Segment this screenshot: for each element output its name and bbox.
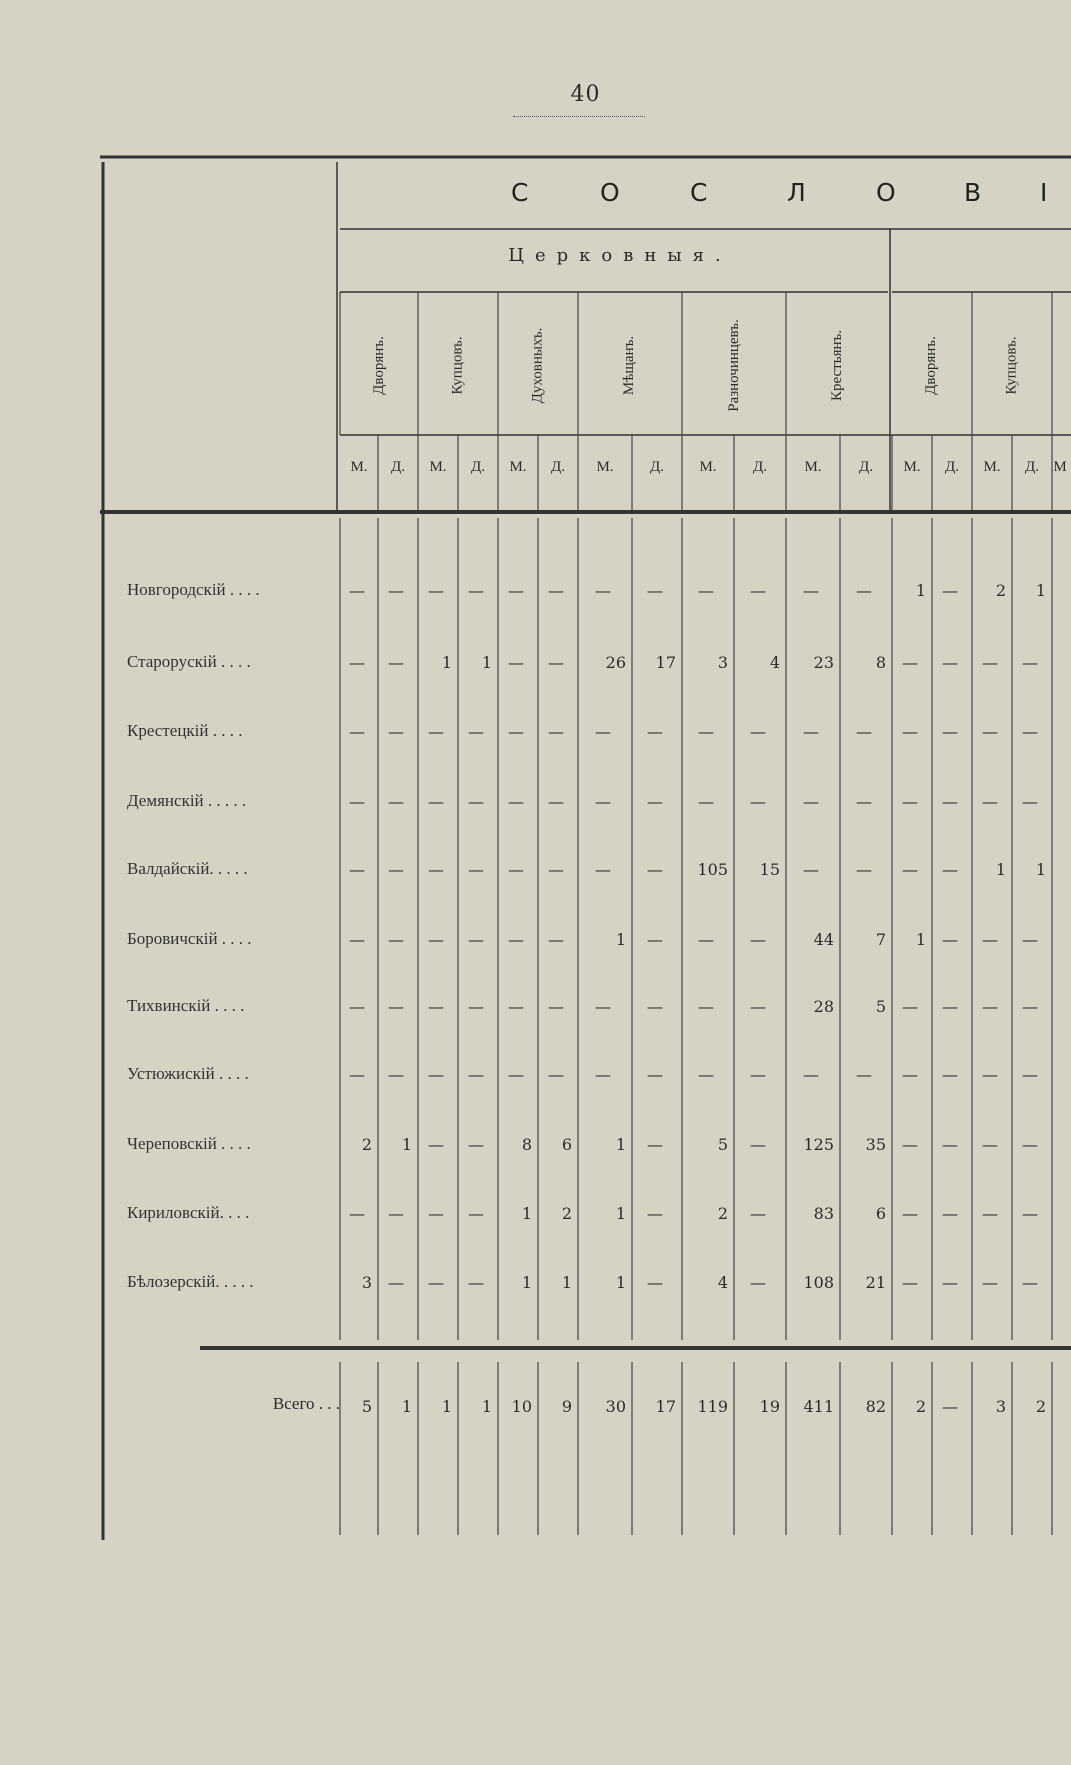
table-cell-empty: —: [349, 792, 365, 811]
column-group-label: Купцовъ.: [449, 335, 466, 395]
table-cell: 44: [813, 930, 834, 949]
table-cell-empty: —: [942, 997, 958, 1016]
table-cell: 1: [481, 653, 492, 672]
table-cell-empty: —: [982, 1204, 998, 1223]
table-cell-empty: —: [750, 997, 766, 1016]
table-cell-empty: —: [902, 1204, 918, 1223]
table-cell: 17: [655, 653, 676, 672]
table-cell: 105: [697, 860, 728, 879]
table-cell-empty: —: [468, 1204, 484, 1223]
table-cell-empty: —: [982, 1273, 998, 1292]
female-label: Д.: [551, 459, 565, 475]
table-cell: 108: [803, 1273, 834, 1292]
column-group-label: Разночинцевъ.: [725, 318, 742, 412]
table-cell-empty: —: [942, 1273, 958, 1292]
table-cell: 1: [441, 653, 452, 672]
table-cell-empty: —: [595, 581, 611, 600]
table-cell-empty: —: [750, 722, 766, 741]
table-cell: 3: [995, 1397, 1006, 1416]
table-cell: 6: [875, 1204, 886, 1223]
district-name: Старорускій . . . .: [127, 652, 251, 671]
female-label: Д.: [945, 459, 959, 475]
table-cell-empty: —: [428, 1135, 444, 1154]
table-cell: 3: [361, 1273, 372, 1292]
table-cell-empty: —: [428, 997, 444, 1016]
table-cell-empty: —: [902, 653, 918, 672]
table-cell-empty: —: [902, 792, 918, 811]
female-label: Д.: [471, 459, 485, 475]
table-cell-empty: —: [942, 1135, 958, 1154]
male-label: М.: [983, 459, 1001, 475]
table-cell-empty: —: [647, 792, 663, 811]
table-cell-empty: —: [750, 792, 766, 811]
table-cell-empty: —: [595, 997, 611, 1016]
table-cell: 5: [361, 1397, 372, 1416]
table-cell-empty: —: [982, 653, 998, 672]
table-cell: 1: [915, 930, 926, 949]
table-cell: 1: [401, 1397, 412, 1416]
title-letter: О: [876, 178, 896, 207]
totals-label: Всего . . .: [272, 1394, 340, 1413]
table-cell-empty: —: [508, 581, 524, 600]
table-cell-empty: —: [548, 653, 564, 672]
table-cell-empty: —: [803, 792, 819, 811]
table-cell-empty: —: [750, 1204, 766, 1223]
table-cell-empty: —: [942, 792, 958, 811]
table-cell: 1: [401, 1135, 412, 1154]
district-name: Череповскій . . . .: [127, 1134, 251, 1153]
table-cell-empty: —: [388, 581, 404, 600]
column-group-label: Дворянъ.: [370, 335, 387, 395]
table-cell-empty: —: [428, 860, 444, 879]
female-label: Д.: [391, 459, 405, 475]
table-cell-empty: —: [388, 930, 404, 949]
table-cell-empty: —: [428, 1204, 444, 1223]
table-cell-empty: —: [548, 581, 564, 600]
table-cell-empty: —: [388, 722, 404, 741]
table-cell-empty: —: [698, 997, 714, 1016]
table-cell-empty: —: [982, 1135, 998, 1154]
table-cell-empty: —: [349, 581, 365, 600]
table-cell-empty: —: [428, 792, 444, 811]
table-cell-empty: —: [388, 1065, 404, 1084]
table-cell: 83: [813, 1204, 834, 1223]
male-label: М.: [699, 459, 717, 475]
page-number: 40: [570, 82, 601, 107]
table-cell-empty: —: [508, 653, 524, 672]
title-letter: С: [690, 178, 708, 207]
table-cell-empty: —: [468, 722, 484, 741]
table-cell: 1: [1035, 581, 1046, 600]
table-cell-empty: —: [647, 1065, 663, 1084]
table-cell: 2: [561, 1204, 572, 1223]
table-cell: 8: [521, 1135, 532, 1154]
table-cell: 125: [803, 1135, 834, 1154]
table-cell-empty: —: [982, 722, 998, 741]
title-letter: І: [1040, 178, 1048, 207]
table-cell: 6: [561, 1135, 572, 1154]
table-cell: 5: [875, 997, 886, 1016]
table-cell-empty: —: [902, 860, 918, 879]
table-cell-empty: —: [595, 792, 611, 811]
table-cell-empty: —: [508, 930, 524, 949]
table-cell-empty: —: [647, 581, 663, 600]
female-label: Д.: [859, 459, 873, 475]
title-letter: О: [600, 178, 620, 207]
table-cell-empty: —: [698, 1065, 714, 1084]
table-cell-empty: —: [468, 997, 484, 1016]
table-cell-empty: —: [803, 860, 819, 879]
table-cell: 2: [915, 1397, 926, 1416]
district-name: Новгородскій . . . .: [127, 580, 260, 599]
column-group-label: Дворянъ.: [922, 335, 939, 395]
table-cell-empty: —: [750, 1065, 766, 1084]
female-label: Д.: [650, 459, 664, 475]
title-letter: С: [511, 178, 529, 207]
table-cell-empty: —: [647, 1135, 663, 1154]
table-cell-empty: —: [508, 1065, 524, 1084]
table-cell-empty: —: [982, 792, 998, 811]
district-name: Тихвинскій . . . .: [127, 996, 245, 1015]
table-cell: 1: [521, 1204, 532, 1223]
table-cell: 1: [481, 1397, 492, 1416]
table-cell-empty: —: [428, 722, 444, 741]
male-label-partial: М: [1053, 459, 1067, 475]
table-cell-empty: —: [803, 581, 819, 600]
table-cell-empty: —: [349, 722, 365, 741]
title-letter: Л: [787, 178, 806, 207]
table-cell-empty: —: [942, 722, 958, 741]
table-cell-empty: —: [468, 792, 484, 811]
table-cell: 1: [615, 1204, 626, 1223]
table-cell-empty: —: [942, 1204, 958, 1223]
table-cell-empty: —: [388, 1273, 404, 1292]
table-cell-empty: —: [902, 722, 918, 741]
table-cell: 28: [813, 997, 834, 1016]
table-cell-empty: —: [468, 930, 484, 949]
table-cell-empty: —: [548, 997, 564, 1016]
table-cell-empty: —: [1022, 653, 1038, 672]
district-name: Демянскій . . . . .: [127, 791, 247, 810]
male-label: М.: [429, 459, 447, 475]
table-cell-empty: —: [548, 860, 564, 879]
table-cell: 1: [615, 930, 626, 949]
table-cell-empty: —: [647, 860, 663, 879]
table-cell: 1: [615, 1135, 626, 1154]
table-cell-empty: —: [428, 581, 444, 600]
district-name: Боровичскій . . . .: [127, 929, 252, 948]
table-cell-empty: —: [548, 792, 564, 811]
table-cell-empty: —: [1022, 1273, 1038, 1292]
title-letter: В: [964, 178, 982, 207]
table-cell-empty: —: [428, 1273, 444, 1292]
table-cell-empty: —: [548, 1065, 564, 1084]
male-label: М.: [350, 459, 368, 475]
table-cell-empty: —: [428, 1065, 444, 1084]
male-label: М.: [596, 459, 614, 475]
table-cell-empty: —: [595, 860, 611, 879]
table-cell: 2: [361, 1135, 372, 1154]
table-cell-empty: —: [982, 997, 998, 1016]
table-cell: 1: [915, 581, 926, 600]
table-cell-empty: —: [942, 1065, 958, 1084]
table-cell: 23: [813, 653, 834, 672]
table-cell: 9: [561, 1397, 572, 1416]
table-cell-empty: —: [856, 1065, 872, 1084]
table-cell-empty: —: [388, 860, 404, 879]
table-cell-empty: —: [388, 1204, 404, 1223]
table-cell-empty: —: [942, 581, 958, 600]
table-cell-empty: —: [647, 930, 663, 949]
female-label: Д.: [1025, 459, 1039, 475]
district-name: Валдайскій. . . . .: [127, 859, 248, 878]
table-cell-empty: —: [902, 1273, 918, 1292]
table-cell-empty: —: [942, 860, 958, 879]
district-name: Кириловскій. . . .: [127, 1203, 250, 1222]
male-label: М.: [509, 459, 527, 475]
table-cell-empty: —: [698, 581, 714, 600]
table-cell-empty: —: [698, 930, 714, 949]
table-cell-empty: —: [595, 1065, 611, 1084]
table-cell-empty: —: [1022, 1135, 1038, 1154]
table-cell-empty: —: [508, 792, 524, 811]
table-cell-empty: —: [548, 722, 564, 741]
table-cell-empty: —: [468, 581, 484, 600]
table-cell-empty: —: [750, 581, 766, 600]
table-cell: 35: [865, 1135, 886, 1154]
table-cell: 119: [697, 1397, 728, 1416]
female-label: Д.: [753, 459, 767, 475]
table-cell: 15: [759, 860, 780, 879]
table-cell: 21: [865, 1273, 886, 1292]
table-cell: 1: [995, 860, 1006, 879]
table-cell-empty: —: [902, 1065, 918, 1084]
table-cell: 8: [875, 653, 886, 672]
table-cell: 3: [717, 653, 728, 672]
column-group-label: Крестьянъ.: [829, 329, 846, 401]
table-cell-empty: —: [942, 653, 958, 672]
subgroup-title: Церковныя.: [508, 245, 732, 266]
table-cell: 4: [717, 1273, 728, 1292]
table-cell-empty: —: [902, 997, 918, 1016]
table-cell: 26: [605, 653, 626, 672]
table-cell-empty: —: [942, 1397, 958, 1416]
table-cell-empty: —: [548, 930, 564, 949]
table-cell-empty: —: [856, 792, 872, 811]
table-cell-empty: —: [508, 722, 524, 741]
table-cell-empty: —: [803, 722, 819, 741]
table-cell-empty: —: [1022, 997, 1038, 1016]
male-label: М.: [804, 459, 822, 475]
table-cell-empty: —: [982, 1065, 998, 1084]
table-cell-empty: —: [468, 860, 484, 879]
table-cell-empty: —: [698, 722, 714, 741]
table-cell: 411: [803, 1397, 834, 1416]
table-cell-empty: —: [750, 1273, 766, 1292]
table-cell-empty: —: [982, 930, 998, 949]
table-cell: 1: [1035, 860, 1046, 879]
table-cell-empty: —: [349, 1065, 365, 1084]
table-cell: 1: [521, 1273, 532, 1292]
table-cell: 5: [717, 1135, 728, 1154]
table-cell-empty: —: [349, 653, 365, 672]
table-cell-empty: —: [647, 722, 663, 741]
table-cell-empty: —: [942, 930, 958, 949]
table-cell-empty: —: [349, 930, 365, 949]
table-cell-empty: —: [698, 792, 714, 811]
table-cell-empty: —: [349, 1204, 365, 1223]
table-cell: 2: [995, 581, 1006, 600]
table-cell-empty: —: [902, 1135, 918, 1154]
table-cell-empty: —: [349, 997, 365, 1016]
table-cell-empty: —: [595, 722, 611, 741]
table-cell-empty: —: [508, 997, 524, 1016]
table-cell: 1: [561, 1273, 572, 1292]
table-cell-empty: —: [1022, 1065, 1038, 1084]
table-cell: 82: [865, 1397, 886, 1416]
table-cell-empty: —: [1022, 722, 1038, 741]
table-cell-empty: —: [468, 1273, 484, 1292]
table-cell: 7: [875, 930, 886, 949]
table-cell-empty: —: [750, 930, 766, 949]
table-cell-empty: —: [388, 653, 404, 672]
table-cell-empty: —: [803, 1065, 819, 1084]
column-group-label: Мѣщанъ.: [621, 335, 638, 395]
male-label: М.: [903, 459, 921, 475]
table-cell-empty: —: [647, 1204, 663, 1223]
table-cell-empty: —: [856, 581, 872, 600]
table-cell: 4: [769, 653, 780, 672]
district-name: Бѣлозерскій. . . . .: [127, 1272, 254, 1291]
table-cell-empty: —: [388, 792, 404, 811]
table-cell-empty: —: [388, 997, 404, 1016]
table-cell-empty: —: [1022, 792, 1038, 811]
district-name: Крестецкій . . . .: [127, 721, 243, 740]
table-cell-empty: —: [1022, 930, 1038, 949]
table-cell-empty: —: [349, 860, 365, 879]
table-cell-empty: —: [647, 1273, 663, 1292]
table-cell-empty: —: [1022, 1204, 1038, 1223]
table-cell: 1: [441, 1397, 452, 1416]
column-group-label: Купцовъ.: [1003, 335, 1020, 395]
table-cell: 19: [759, 1397, 780, 1416]
table-cell-empty: —: [508, 860, 524, 879]
column-group-label: Духовныхъ.: [529, 327, 546, 403]
table-cell-empty: —: [468, 1135, 484, 1154]
table-cell-empty: —: [750, 1135, 766, 1154]
table-cell-empty: —: [428, 930, 444, 949]
table-cell: 1: [615, 1273, 626, 1292]
table-cell: 30: [605, 1397, 626, 1416]
table-cell: 10: [511, 1397, 532, 1416]
table-cell-empty: —: [856, 722, 872, 741]
table-cell-empty: —: [647, 997, 663, 1016]
table-cell-empty: —: [468, 1065, 484, 1084]
table-cell-empty: —: [856, 860, 872, 879]
table-cell: 2: [717, 1204, 728, 1223]
table-cell: 17: [655, 1397, 676, 1416]
district-name: Устюжискій . . . .: [127, 1064, 249, 1083]
table-cell: 2: [1035, 1397, 1046, 1416]
